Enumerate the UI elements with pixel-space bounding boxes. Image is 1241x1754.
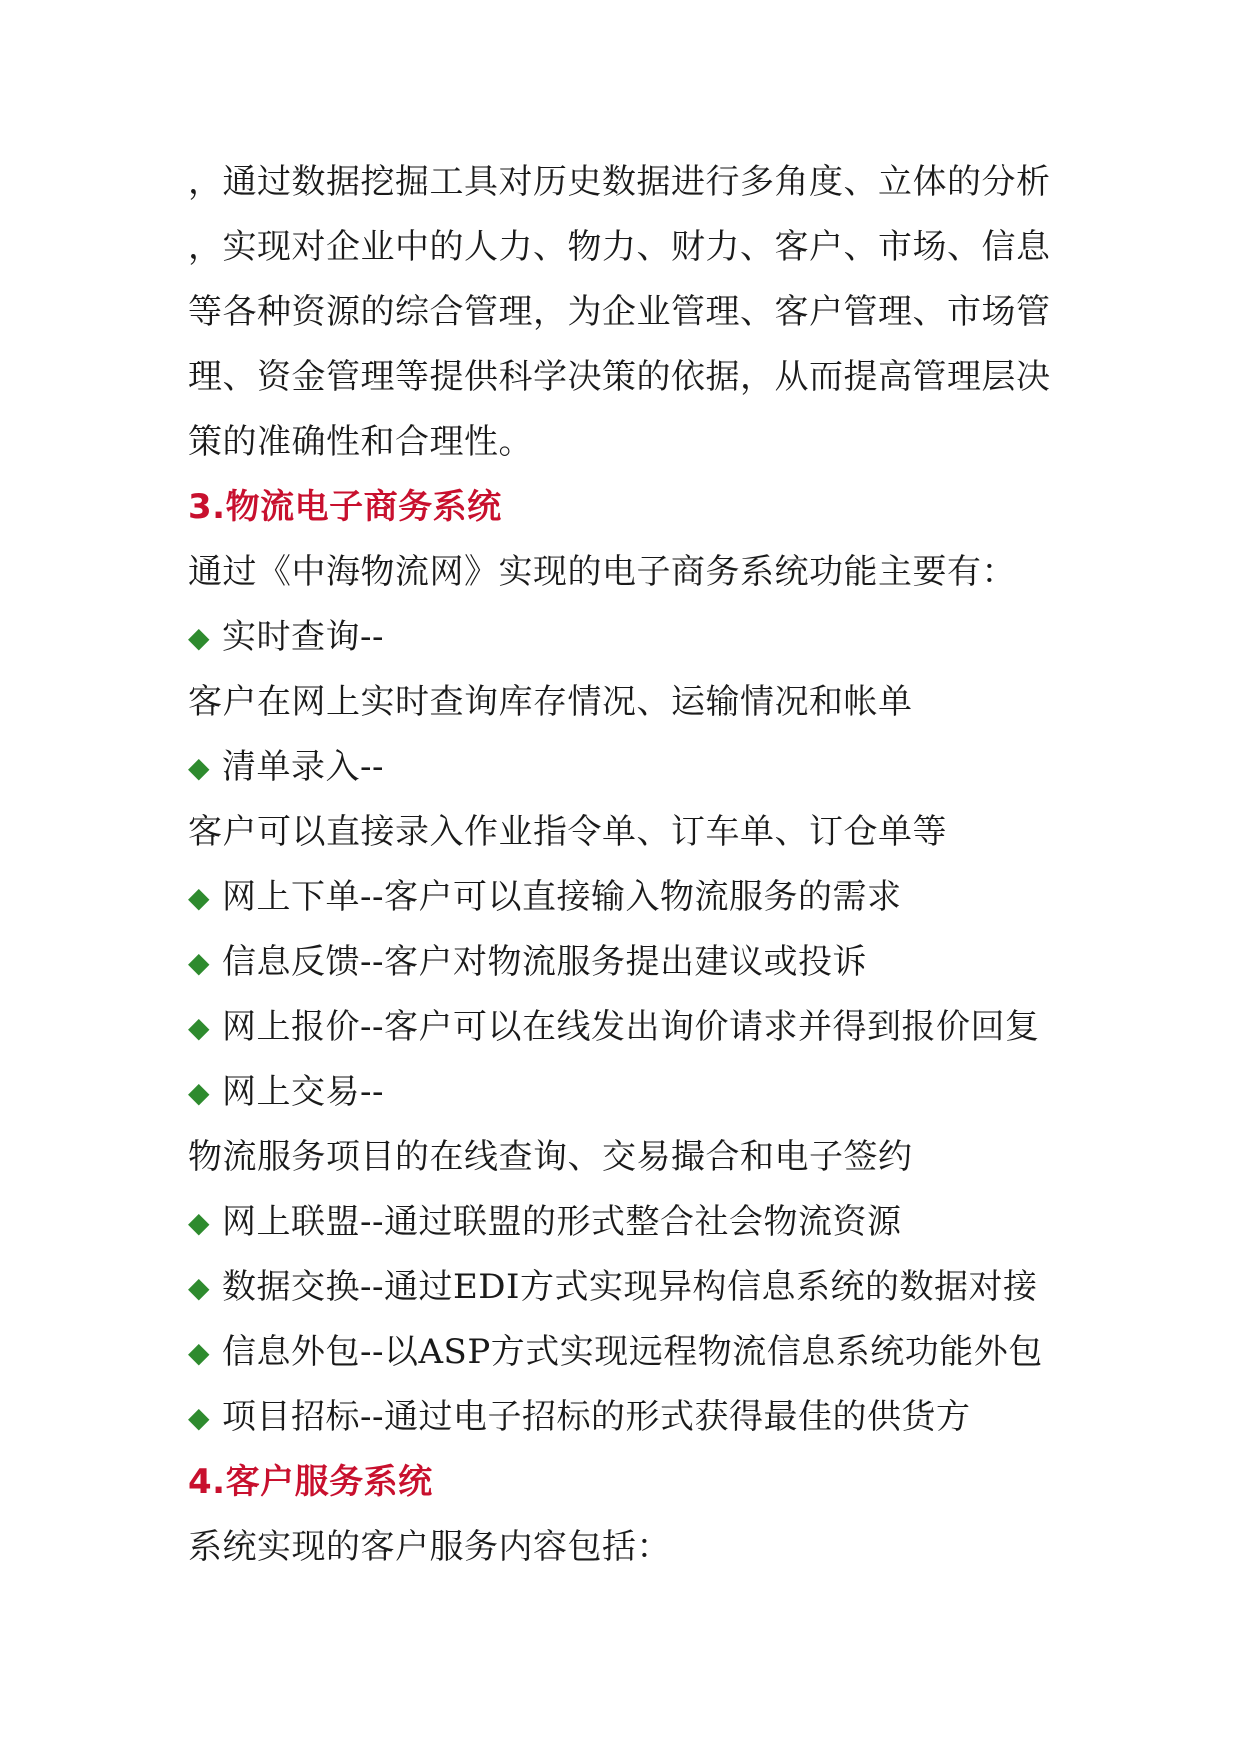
diamond-bullet-icon: ◆ bbox=[188, 621, 211, 654]
diamond-bullet-icon: ◆ bbox=[188, 751, 211, 784]
paragraph-line: ，通过数据挖掘工具对历史数据进行多角度、立体的分析 bbox=[188, 162, 1051, 202]
section-heading bbox=[188, 475, 1058, 540]
bullet-text: 项目招标--通过电子招标的形式获得最佳的供货方 bbox=[222, 1397, 971, 1437]
paragraph-line: 客户在网上实时查询库存情况、运输情况和帐单 bbox=[188, 682, 913, 722]
diamond-bullet-icon: ◆ bbox=[188, 1076, 211, 1109]
bullet-text: 信息外包--以ASP方式实现远程物流信息系统功能外包 bbox=[222, 1332, 1043, 1372]
heading-text: 4.客户服务系统 bbox=[188, 1462, 433, 1502]
diamond-bullet-icon: ◆ bbox=[188, 1271, 211, 1304]
bullet-text: 数据交换--通过EDI方式实现异构信息系统的数据对接 bbox=[222, 1267, 1038, 1307]
bullet-item bbox=[188, 1060, 1058, 1125]
paragraph-line: 通过《中海物流网》实现的电子商务系统功能主要有： bbox=[188, 552, 1016, 592]
paragraph-line: 策的准确性和合理性。 bbox=[188, 422, 533, 462]
bullet-item bbox=[188, 1190, 1058, 1255]
bullet-item bbox=[188, 1320, 1058, 1385]
section-heading bbox=[188, 1450, 1058, 1515]
paragraph-line: 理、资金管理等提供科学决策的依据，从而提高管理层决 bbox=[188, 357, 1051, 397]
bullet-text: 信息反馈--客户对物流服务提出建议或投诉 bbox=[222, 942, 867, 982]
paragraph-line: 客户可以直接录入作业指令单、订车单、订仓单等 bbox=[188, 812, 947, 852]
diamond-bullet-icon: ◆ bbox=[188, 1206, 211, 1239]
bullet-item bbox=[188, 865, 1058, 930]
heading-text: 3.物流电子商务系统 bbox=[188, 487, 502, 527]
bullet-text: 网上报价--客户可以在线发出询价请求并得到报价回复 bbox=[222, 1007, 1040, 1047]
bullet-item bbox=[188, 930, 1058, 995]
bullet-item bbox=[188, 605, 1058, 670]
paragraph-line: 物流服务项目的在线查询、交易撮合和电子签约 bbox=[188, 1137, 913, 1177]
diamond-bullet-icon: ◆ bbox=[188, 881, 211, 914]
diamond-bullet-icon: ◆ bbox=[188, 1401, 211, 1434]
bullet-text: 清单录入-- bbox=[222, 747, 384, 787]
bullet-item bbox=[188, 995, 1058, 1060]
paragraph-line: ，实现对企业中的人力、物力、财力、客户、市场、信息 bbox=[188, 227, 1051, 267]
diamond-bullet-icon: ◆ bbox=[188, 1011, 211, 1044]
diamond-bullet-icon: ◆ bbox=[188, 1336, 211, 1369]
bullet-item bbox=[188, 1255, 1058, 1320]
bullet-text: 网上下单--客户可以直接输入物流服务的需求 bbox=[222, 877, 902, 917]
paragraph-line: 系统实现的客户服务内容包括： bbox=[188, 1527, 671, 1567]
bullet-item bbox=[188, 1385, 1058, 1450]
diamond-bullet-icon: ◆ bbox=[188, 946, 211, 979]
bullet-text: 网上联盟--通过联盟的形式整合社会物流资源 bbox=[222, 1202, 902, 1242]
paragraph-line: 等各种资源的综合管理，为企业管理、客户管理、市场管 bbox=[188, 292, 1051, 332]
bullet-text: 网上交易-- bbox=[222, 1072, 384, 1112]
bullet-item bbox=[188, 735, 1058, 800]
document-page bbox=[188, 150, 1058, 1580]
bullet-text: 实时查询-- bbox=[222, 617, 384, 657]
